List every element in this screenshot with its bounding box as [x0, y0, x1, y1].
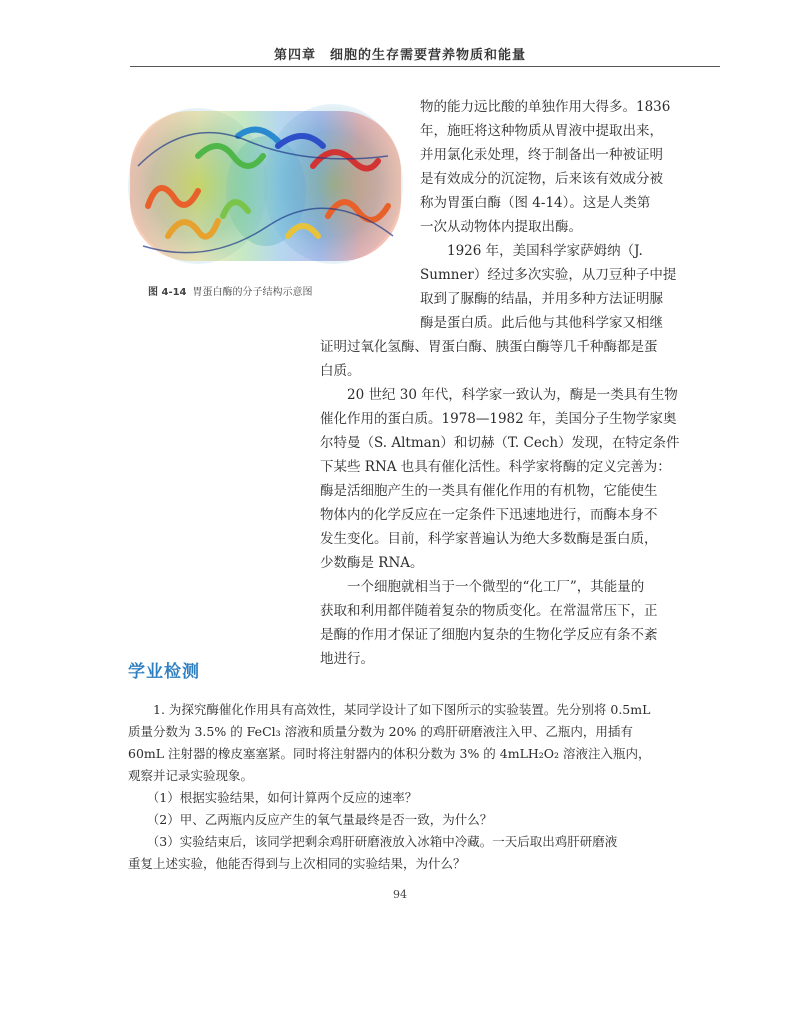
paragraph-line: 催化作用的蛋白质。1978—1982 年，美国分子生物学家奥	[320, 411, 677, 427]
paragraph-line: 尔特曼（S. Altman）和切赫（T. Cech）发现，在特定条件	[320, 435, 680, 451]
paragraph-line: 一次从动物体内提取出酶。	[420, 219, 582, 235]
paragraph-line: 下某些 RNA 也具有催化活性。科学家将酶的定义完善为：	[320, 459, 671, 475]
paragraph-line: 发生变化。目前，科学家普遍认为绝大多数酶是蛋白质，	[320, 531, 658, 547]
paragraph-line: 年，施旺将这种物质从胃液中提取出来，	[420, 123, 663, 139]
paragraph-line: Sumner）经过多次实验，从刀豆种子中提	[420, 267, 677, 283]
paragraph-line: 是酶的作用才保证了细胞内复杂的生物化学反应有条不紊	[320, 627, 658, 643]
paragraph-line: 称为胃蛋白酶（图 4-14）。这是人类第	[420, 195, 651, 211]
paragraph-line: 证明过氧化氢酶、胃蛋白酶、胰蛋白酶等几千种酶都是蛋	[320, 339, 658, 355]
page-header-title: 第四章 细胞的生存需要营养物质和能量	[273, 48, 526, 63]
paragraph-line: 物的能力远比酸的单独作用大得多。1836	[420, 99, 671, 115]
paragraph-line: 1926 年，美国科学家萨姆纳（J.	[420, 243, 643, 259]
figure-caption-text: 胃蛋白酶的分子结构示意图	[192, 287, 313, 298]
paragraph-line: 获取和利用都伴随着复杂的物质变化。在常温常压下，正	[320, 603, 658, 619]
question-line: 观察并记录实验现象。	[128, 768, 254, 783]
paragraph-line: 取到了脲酶的结晶，并用多种方法证明脲	[420, 291, 663, 307]
paragraph-line: 一个细胞就相当于一个微型的“化工厂”，其能量的	[320, 579, 645, 595]
figure-number: 图 4-14	[148, 287, 187, 298]
page-number: 94	[393, 888, 407, 901]
paragraph-line: 酶是活细胞产生的一类具有催化作用的有机物，它能使生	[320, 483, 658, 499]
question-line: 60mL 注射器的橡皮塞塞紧。同时将注射器内的体积分数为 3% 的 4mLH₂O₂ 溶液注入瓶内，	[128, 746, 651, 761]
section-title: 学业检测	[128, 662, 200, 682]
header-divider	[130, 66, 720, 67]
figure-caption	[148, 283, 313, 298]
paragraph-line: 白质。	[320, 363, 361, 379]
paragraph-line: 物体内的化学反应在一定条件下迅速地进行，而酶本身不	[320, 507, 658, 523]
protein-structure-image	[128, 96, 403, 276]
paragraph-line: 是有效成分的沉淀物，后来该有效成分被	[420, 171, 663, 187]
question-line: 1. 为探究酶催化作用具有高效性，某同学设计了如下图所示的实验装置。先分别将 0.5mL	[128, 702, 651, 717]
question-line: 重复上述实验，他能否得到与上次相同的实验结果，为什么？	[128, 856, 466, 871]
paragraph-line: 酶是蛋白质。此后他与其他科学家又相继	[420, 315, 663, 331]
question-item-3: （3）实验结束后，该同学把剩余鸡肝研磨液放入冰箱中冷藏。一天后取出鸡肝研磨液	[128, 834, 618, 849]
paragraph-line: 地进行。	[320, 651, 374, 667]
question-line: 质量分数为 3.5% 的 FeCl₃ 溶液和质量分数为 20% 的鸡肝研磨液注入甲、乙瓶内，用插有	[128, 724, 633, 739]
paragraph-line: 少数酶是 RNA。	[320, 555, 424, 571]
paragraph-line: 20 世纪 30 年代，科学家一致认为，酶是一类具有生物	[320, 387, 678, 403]
question-item-2: （2）甲、乙两瓶内反应产生的氧气量最终是否一致，为什么？	[128, 812, 493, 827]
question-item-1: （1）根据实验结果，如何计算两个反应的速率？	[128, 790, 418, 805]
paragraph-line: 并用氯化汞处理，终于制备出一种被证明	[420, 147, 663, 163]
